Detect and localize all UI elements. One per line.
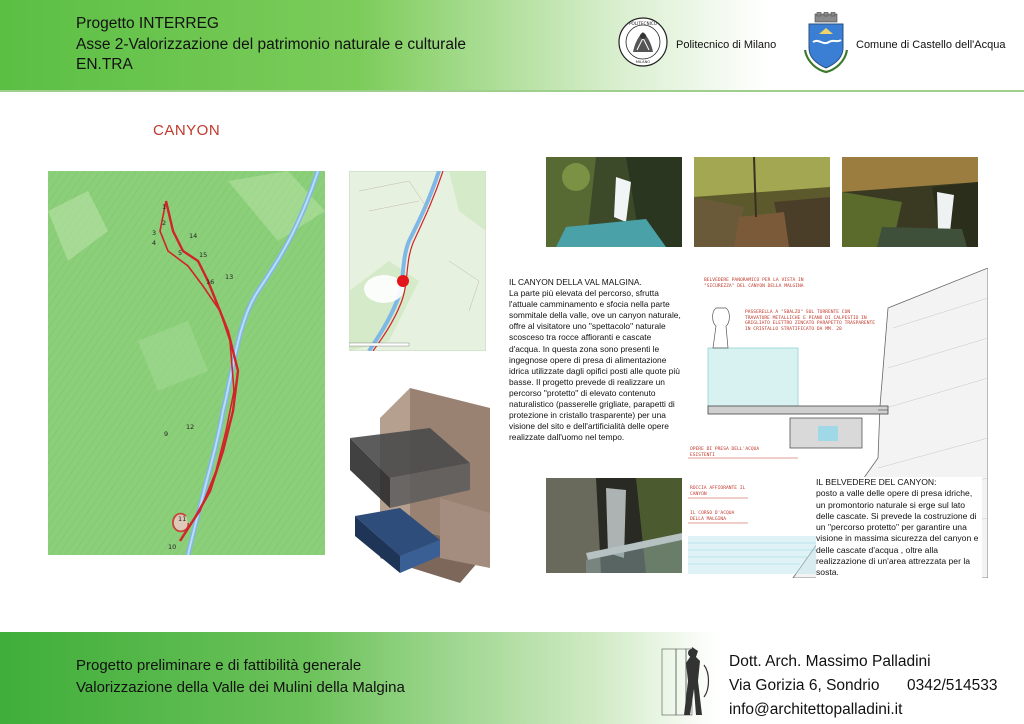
map-label: 2 — [162, 219, 167, 227]
main-route-map — [48, 171, 325, 555]
map-label: 12 — [186, 423, 195, 431]
comune-coat-of-arms-icon — [803, 12, 849, 74]
canyon-description — [509, 277, 685, 443]
label-roccia: ROCCIA AFFIORANTE IL CANYON — [690, 486, 746, 497]
label-corso: IL CORSO D'ACQUA DELLA MALGINA — [690, 511, 735, 522]
map-label: 10 — [168, 543, 177, 551]
modulor-logo-icon — [660, 645, 720, 720]
canyon-photo-3 — [842, 157, 978, 247]
contact-name: Dott. Arch. Massimo Palladini — [729, 653, 931, 670]
belvedere-description-heading: IL BELVEDERE DEL CANYON: — [816, 477, 937, 487]
map-label: 11 — [178, 515, 187, 523]
seal-text-top: POLITECNICO — [628, 21, 658, 26]
header-divider — [0, 90, 1024, 92]
map-label: 16 — [206, 278, 215, 286]
canyon-photo-4 — [546, 478, 682, 573]
label-opere: OPERE DI PRESA DELL'ACQUA ESISTENTI — [690, 447, 760, 458]
map-label: 4 — [152, 239, 157, 247]
canyon-description-body: La parte più elevata del percorso, sfrutta l'attuale camminamento e sfocia nella parte sommitale della valle, ove un canyon naturale, offre al visitatore uno "spettacolo" naturale scosceso tra rocce affioranti e cascate d'acqua. In questa zona sono presenti le ingegnose opere di presa di alimentazione idrica utilizzate dagli opifici posti alle quote più basse. Il progetto prevede di realizzare un percorso "protetto" di elevato contenuto naturalistico (passerelle grigliate, parapetti di protezione in cristallo trasparente) per una visione del sito e dell'artificialità delle opere realizzate dall'uomo nel tempo. — [509, 288, 681, 443]
map-label: 1 — [162, 203, 167, 211]
belvedere-description-body: posto a valle delle opere di presa idriche, un promontorio naturale si erge sul lato delle cascate. Si prevede la costruzione di un "percorso protetto" per garantire una visione in massima sicurezza del canyon e delle cascate d'acqua , oltre alla realizzazione di un'area attrezzata per la sosta. — [816, 488, 979, 578]
location-map — [349, 171, 486, 351]
politecnico-label: Politecnico di Milano — [676, 39, 777, 51]
map-label: 3 — [152, 229, 157, 237]
map-label: 15 — [199, 251, 208, 259]
canyon-photo-1 — [546, 157, 682, 247]
footer-title-line2: Valorizzazione della Valle dei Mulini della Malgina — [76, 679, 405, 696]
header-title-line1: Progetto INTERREG — [76, 15, 219, 32]
map-label: 14 — [189, 232, 198, 240]
label-passerella: PASSERELLA A "SBALZO" SUL TORRENTE CON TRAVATURE METALLICHE E PIANO DI CALPESTIO IN GRIGLIATO ELETTRO ZINCATO PARAPETTO TRASPARENTE IN CRISTALLO STRATIFICATO DA MM. 20 — [745, 310, 875, 332]
belvedere-description — [816, 477, 982, 579]
section-title: CANYON — [153, 122, 221, 139]
seal-text-bottom: MILANO — [635, 60, 651, 64]
map-label: 9 — [164, 430, 169, 438]
label-belvedere: BELVEDERE PANORAMICO PER LA VISTA IN "SICUREZZA" DEL CANYON DELLA MALGINA — [704, 278, 804, 289]
canyon-description-heading: IL CANYON DELLA VAL MALGINA. — [509, 277, 642, 287]
politecnico-seal-icon — [617, 16, 669, 68]
contact-email[interactable]: info@architettopalladini.it — [729, 701, 903, 718]
contact-phone: 0342/514533 — [907, 677, 998, 694]
canyon-photo-2 — [694, 157, 830, 247]
contact-address: Via Gorizia 6, Sondrio — [729, 677, 880, 694]
header-title-line3: EN.TRA — [76, 56, 133, 73]
map-label: 13 — [225, 273, 234, 281]
comune-label: Comune di Castello dell'Acqua — [856, 39, 1006, 51]
map-label: 5 — [178, 249, 183, 257]
header-title-line2: Asse 2-Valorizzazione del patrimonio naturale e culturale — [76, 36, 467, 53]
footer-title-line1: Progetto preliminare e di fattibilità generale — [76, 657, 362, 674]
belvedere-3d-render — [340, 378, 500, 588]
